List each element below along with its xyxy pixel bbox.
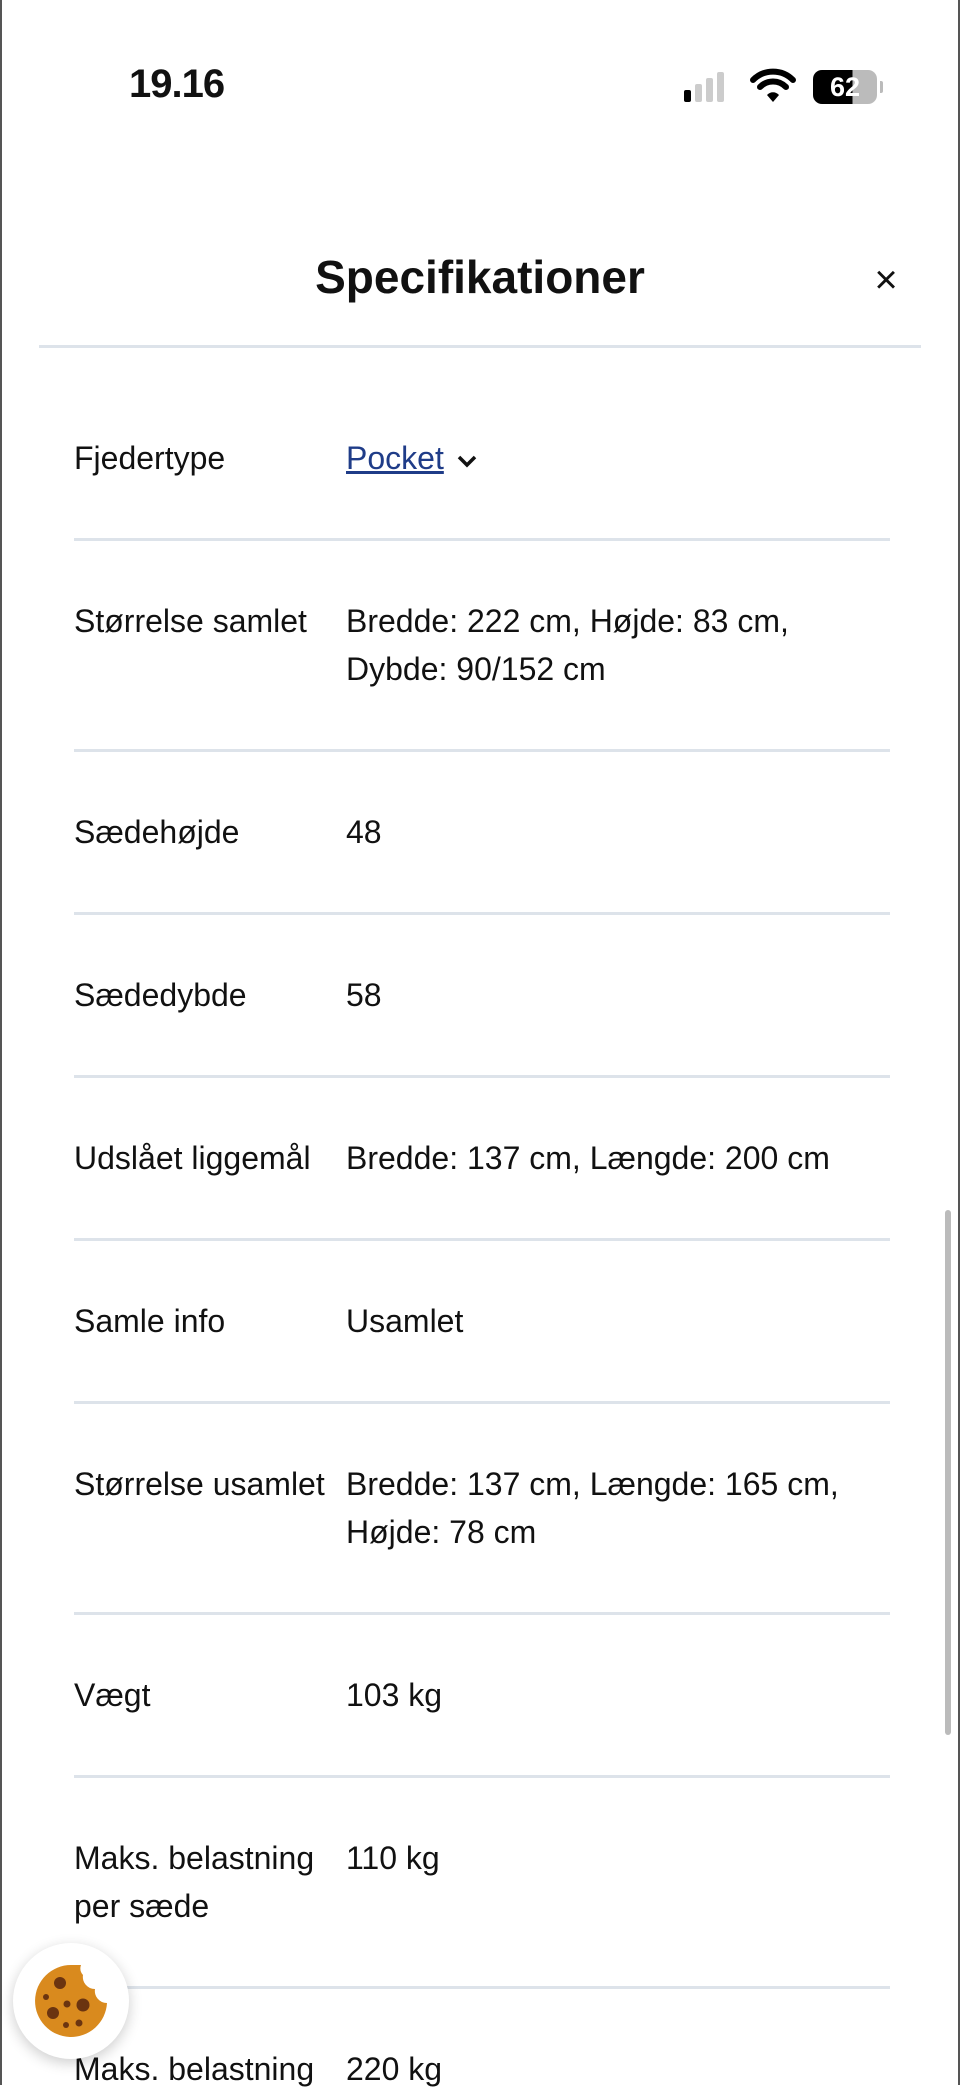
spec-label: Maks. belastning: [74, 2051, 315, 2087]
spec-row: [74, 1778, 890, 1989]
spec-value: 58: [346, 977, 382, 1013]
spec-label: Fjedertype: [74, 440, 226, 476]
spec-label: Sædedybde: [74, 977, 247, 1013]
spec-value: 103 kg: [346, 1677, 443, 1713]
spec-label: Vægt: [74, 1677, 151, 1713]
spec-label: Maks. belastning per sæde: [74, 1840, 315, 1924]
spec-row: [74, 915, 890, 1078]
spring-type-dropdown[interactable]: [346, 434, 890, 482]
spec-value: Bredde: 137 cm, Længde: 165 cm, Højde: 78 cm: [346, 1466, 839, 1550]
spec-row: [74, 1241, 890, 1404]
spec-value: Bredde: 222 cm, Højde: 83 cm, Dybde: 90/152 cm: [346, 603, 789, 687]
spec-row: [74, 1989, 890, 2093]
spec-row: [74, 1078, 890, 1241]
spec-row: [74, 348, 890, 541]
cookie-icon: [31, 1961, 111, 2041]
spec-label: Udslået liggemål: [74, 1140, 311, 1176]
cellular-signal-icon: [684, 72, 724, 102]
spec-label: Størrelse samlet: [74, 603, 307, 639]
spec-label: Samle info: [74, 1303, 226, 1339]
spec-row: [74, 752, 890, 915]
spec-list: [74, 348, 890, 2093]
spec-row: [74, 1615, 890, 1778]
chevron-down-icon: [456, 454, 478, 468]
spec-value: 48: [346, 814, 382, 850]
battery-icon: 62: [813, 70, 877, 104]
scrollbar[interactable]: [945, 1210, 951, 1735]
spec-label: Sædehøjde: [74, 814, 240, 850]
spec-label: Størrelse usamlet: [74, 1466, 325, 1502]
spring-type-link[interactable]: Pocket: [346, 440, 444, 476]
page-title: Specifikationer: [315, 251, 645, 303]
spec-value: 220 kg: [346, 2051, 443, 2087]
close-button[interactable]: ×: [874, 258, 898, 302]
status-time: 19.16: [129, 62, 225, 106]
spec-value: 110 kg: [346, 1840, 440, 1876]
spec-row: [74, 541, 890, 752]
spec-row: [74, 1404, 890, 1615]
spec-value: Usamlet: [346, 1303, 464, 1339]
spec-value: Bredde: 137 cm, Længde: 200 cm: [346, 1140, 830, 1176]
status-bar: [2, 0, 958, 130]
cookie-settings-button[interactable]: [13, 1943, 129, 2059]
wifi-icon: [750, 68, 796, 104]
